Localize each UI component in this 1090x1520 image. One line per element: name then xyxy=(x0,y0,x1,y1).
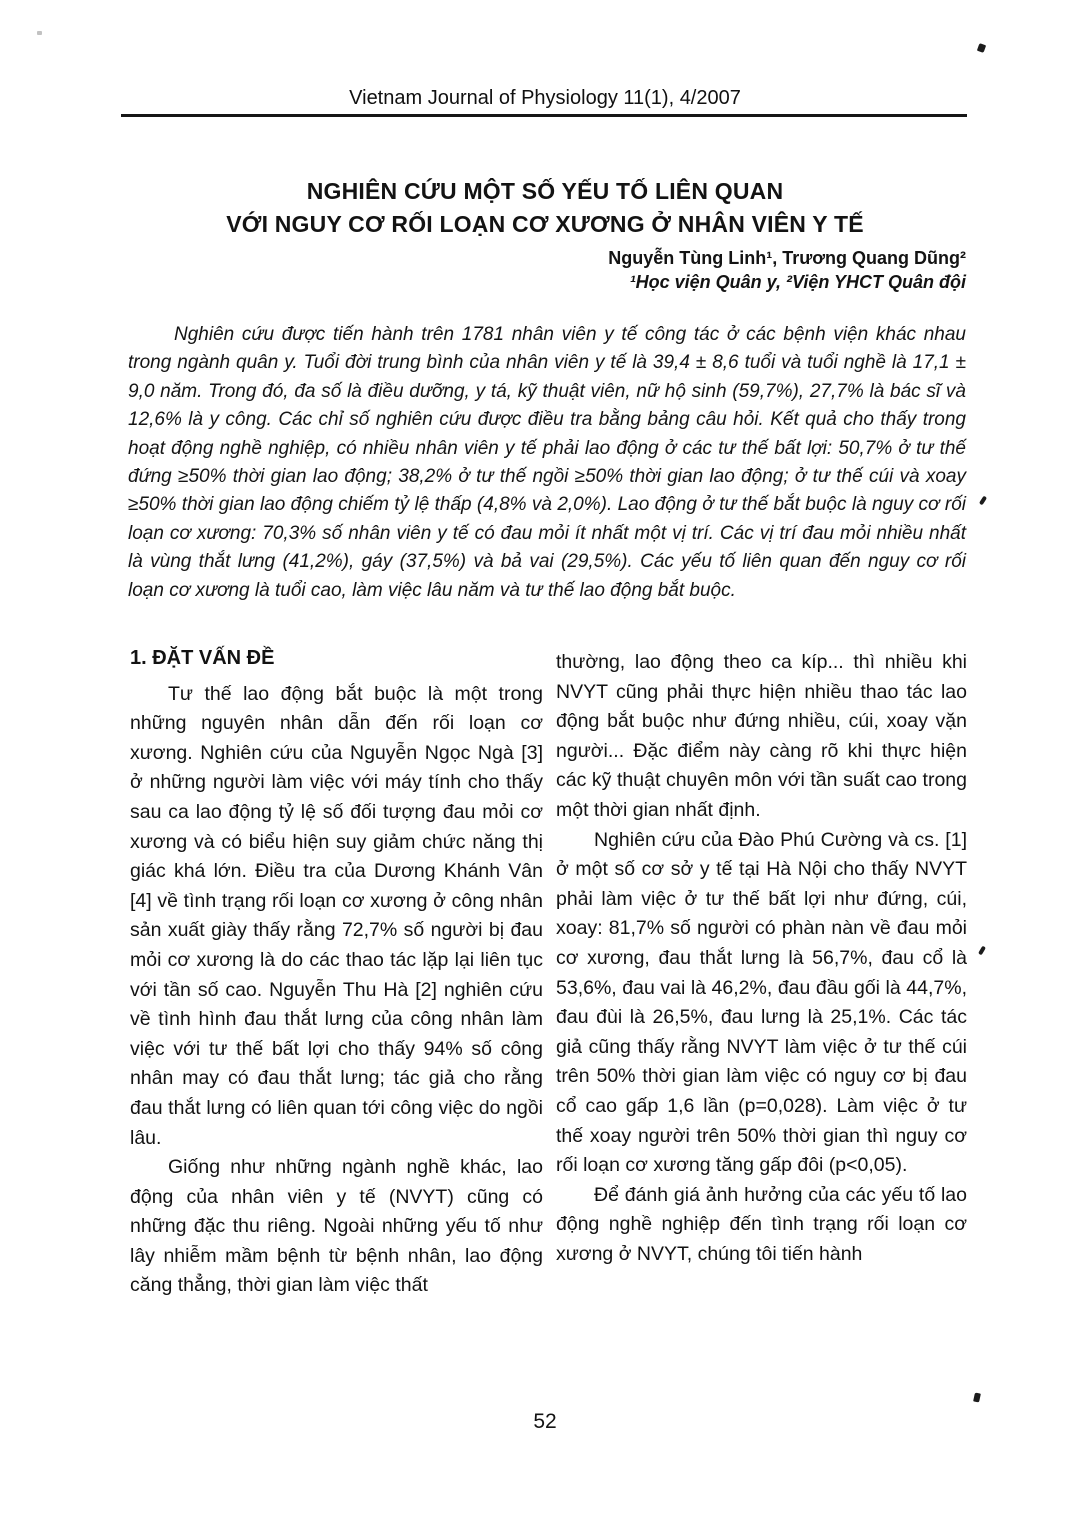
article-title-line-2: VỚI NGUY CƠ RỐI LOẠN CƠ XƯƠNG Ở NHÂN VIÊN Y TẾ xyxy=(226,211,864,237)
body-column-left xyxy=(130,644,543,1301)
body-column-right xyxy=(556,648,967,1269)
scan-speck xyxy=(973,1392,981,1402)
body-paragraph: thường, lao động theo ca kíp... thì nhiều khi NVYT cũng phải thực hiện nhiều thao tác lao động bắt buộc như đứng nhiều, cúi, xoay vặn người... Đặc điểm này càng rõ khi thực hiện các kỹ thuật chuyên môn với tần suất cao trong một thời gian nhất định. xyxy=(556,651,967,821)
body-paragraph: Tư thế lao động bắt buộc là một trong những nguyên nhân dẫn đến rối loạn cơ xương. Nghiên cứu của Nguyễn Ngọc Ngà [3] ở những người làm việc với máy tính cho thấy sau ca lao động tỷ lệ số đối tượng đau mỏi cơ xương và có biểu hiện suy giảm chức năng thị giác khá lớn. Điều tra của Dương Khánh Vân [4] về tình trạng rối loạn cơ xương ở công nhân sản xuất giày thấy rằng 72,7% số người bị đau mỏi cơ xương là do các thao tác lặp lại liên tục với tần số cao. Nguyễn Thu Hà [2] nghiên cứu về tình hình đau thắt lưng của công nhân làm việc với tư thế bất lợi cho thấy 94% số công nhân may có đau thắt lưng; tác giả cho rằng đau thắt lưng có liên quan tới công việc do ngồi lâu. xyxy=(130,682,543,1149)
abstract-paragraph: Nghiên cứu được tiến hành trên 1781 nhân viên y tế công tác ở các bệnh viện khác nhau trong ngành quân y. Tuổi đời trung bình của nhân viên y tế là 39,4 ± 8,6 tuổi và tuổi nghề là 17,1 ± 9,0 năm. Trong đó, đa số là điều dưỡng, y tá, kỹ thuật viên, nữ hộ sinh (59,7%), 27,7% là bác sĩ và 12,6% là y công. Các chỉ số nghiên cứu được điều tra bằng bảng câu hỏi. Kết quả cho thấy trong hoạt động nghề nghiệp, có nhiều nhân viên y tế phải lao động ở các tư thế bất lợi: 50,7% ở tư thế đứng ≥50% thời gian lao động; 38,2% ở tư thế ngồi ≥50% thời gian lao động; ở tư thế cúi và xoay ≥50% thời gian lao động chiếm tỷ lệ thấp (4,8% và 2,0%). Lao động ở tư thế bắt buộc là nguy cơ rối loạn cơ xương: 70,3% số nhân viên y tế có đau mỏi ít nhất một vị trí. Các vị trí đau mỏi nhiều nhất là vùng thắt lưng (41,2%), gáy (37,5%) và bả vai (29,5%). Các yếu tố liên quan đến nguy cơ rối loạn cơ xương là tuổi cao, làm việc lâu năm và tư thế lao động bắt buộc. xyxy=(128,324,966,601)
article-title xyxy=(0,175,1090,241)
scan-speck xyxy=(978,946,986,956)
page-number: 52 xyxy=(533,1410,557,1433)
section-heading: 1. ĐẶT VẤN ĐỀ xyxy=(130,647,275,669)
header-divider-rule xyxy=(121,114,967,117)
author-block xyxy=(608,246,966,294)
author-affiliations: ¹Học viện Quân y, ²Viện YHCT Quân đội xyxy=(629,272,966,292)
scan-speck xyxy=(977,43,986,53)
scan-speck xyxy=(37,31,42,35)
scan-speck xyxy=(979,496,987,506)
body-paragraph: Để đánh giá ảnh hưởng của các yếu tố lao động nghề nghiệp đến tình trạng rối loạn cơ xương ở NVYT, chúng tôi tiến hành xyxy=(556,1183,967,1265)
body-paragraph: Giống như những ngành nghề khác, lao động của nhân viên y tế (NVYT) cũng có những đặc thu riêng. Ngoài những yếu tố như lây nhiễm mầm bệnh từ bệnh nhân, lao động căng thẳng, thời gian làm việc thất xyxy=(130,1156,543,1297)
author-names: Nguyễn Tùng Linh¹, Trương Quang Dũng² xyxy=(608,248,966,268)
journal-running-header: Vietnam Journal of Physiology 11(1), 4/2007 xyxy=(349,87,741,109)
body-paragraph: Nghiên cứu của Đào Phú Cường và cs. [1] ở một số cơ sở y tế tại Hà Nội cho thấy NVYT phải làm việc ở tư thế bất lợi như đứng, cúi, xoay: 81,7% số người có phàn nàn về đau mỏi cơ xương, đau thắt lưng là 56,7%, đau cổ là 53,6%, đau vai là 46,2%, đau đầu gối là 44,7%, đau đùi là 26,5%, đau lưng là 25,1%. Các tác giả cũng thấy rằng NVYT làm việc ở tư thế cúi trên 50% thời gian làm việc có nguy cơ bị đau cổ cao gấp 1,6 lần (p=0,028). Làm việc ở tư thế xoay người trên 50% thời gian thì nguy cơ rối loạn cơ xương tăng gấp đôi (p<0,05). xyxy=(556,828,967,1177)
article-title-line-1: NGHIÊN CỨU MỘT SỐ YẾU TỐ LIÊN QUAN xyxy=(306,178,784,204)
